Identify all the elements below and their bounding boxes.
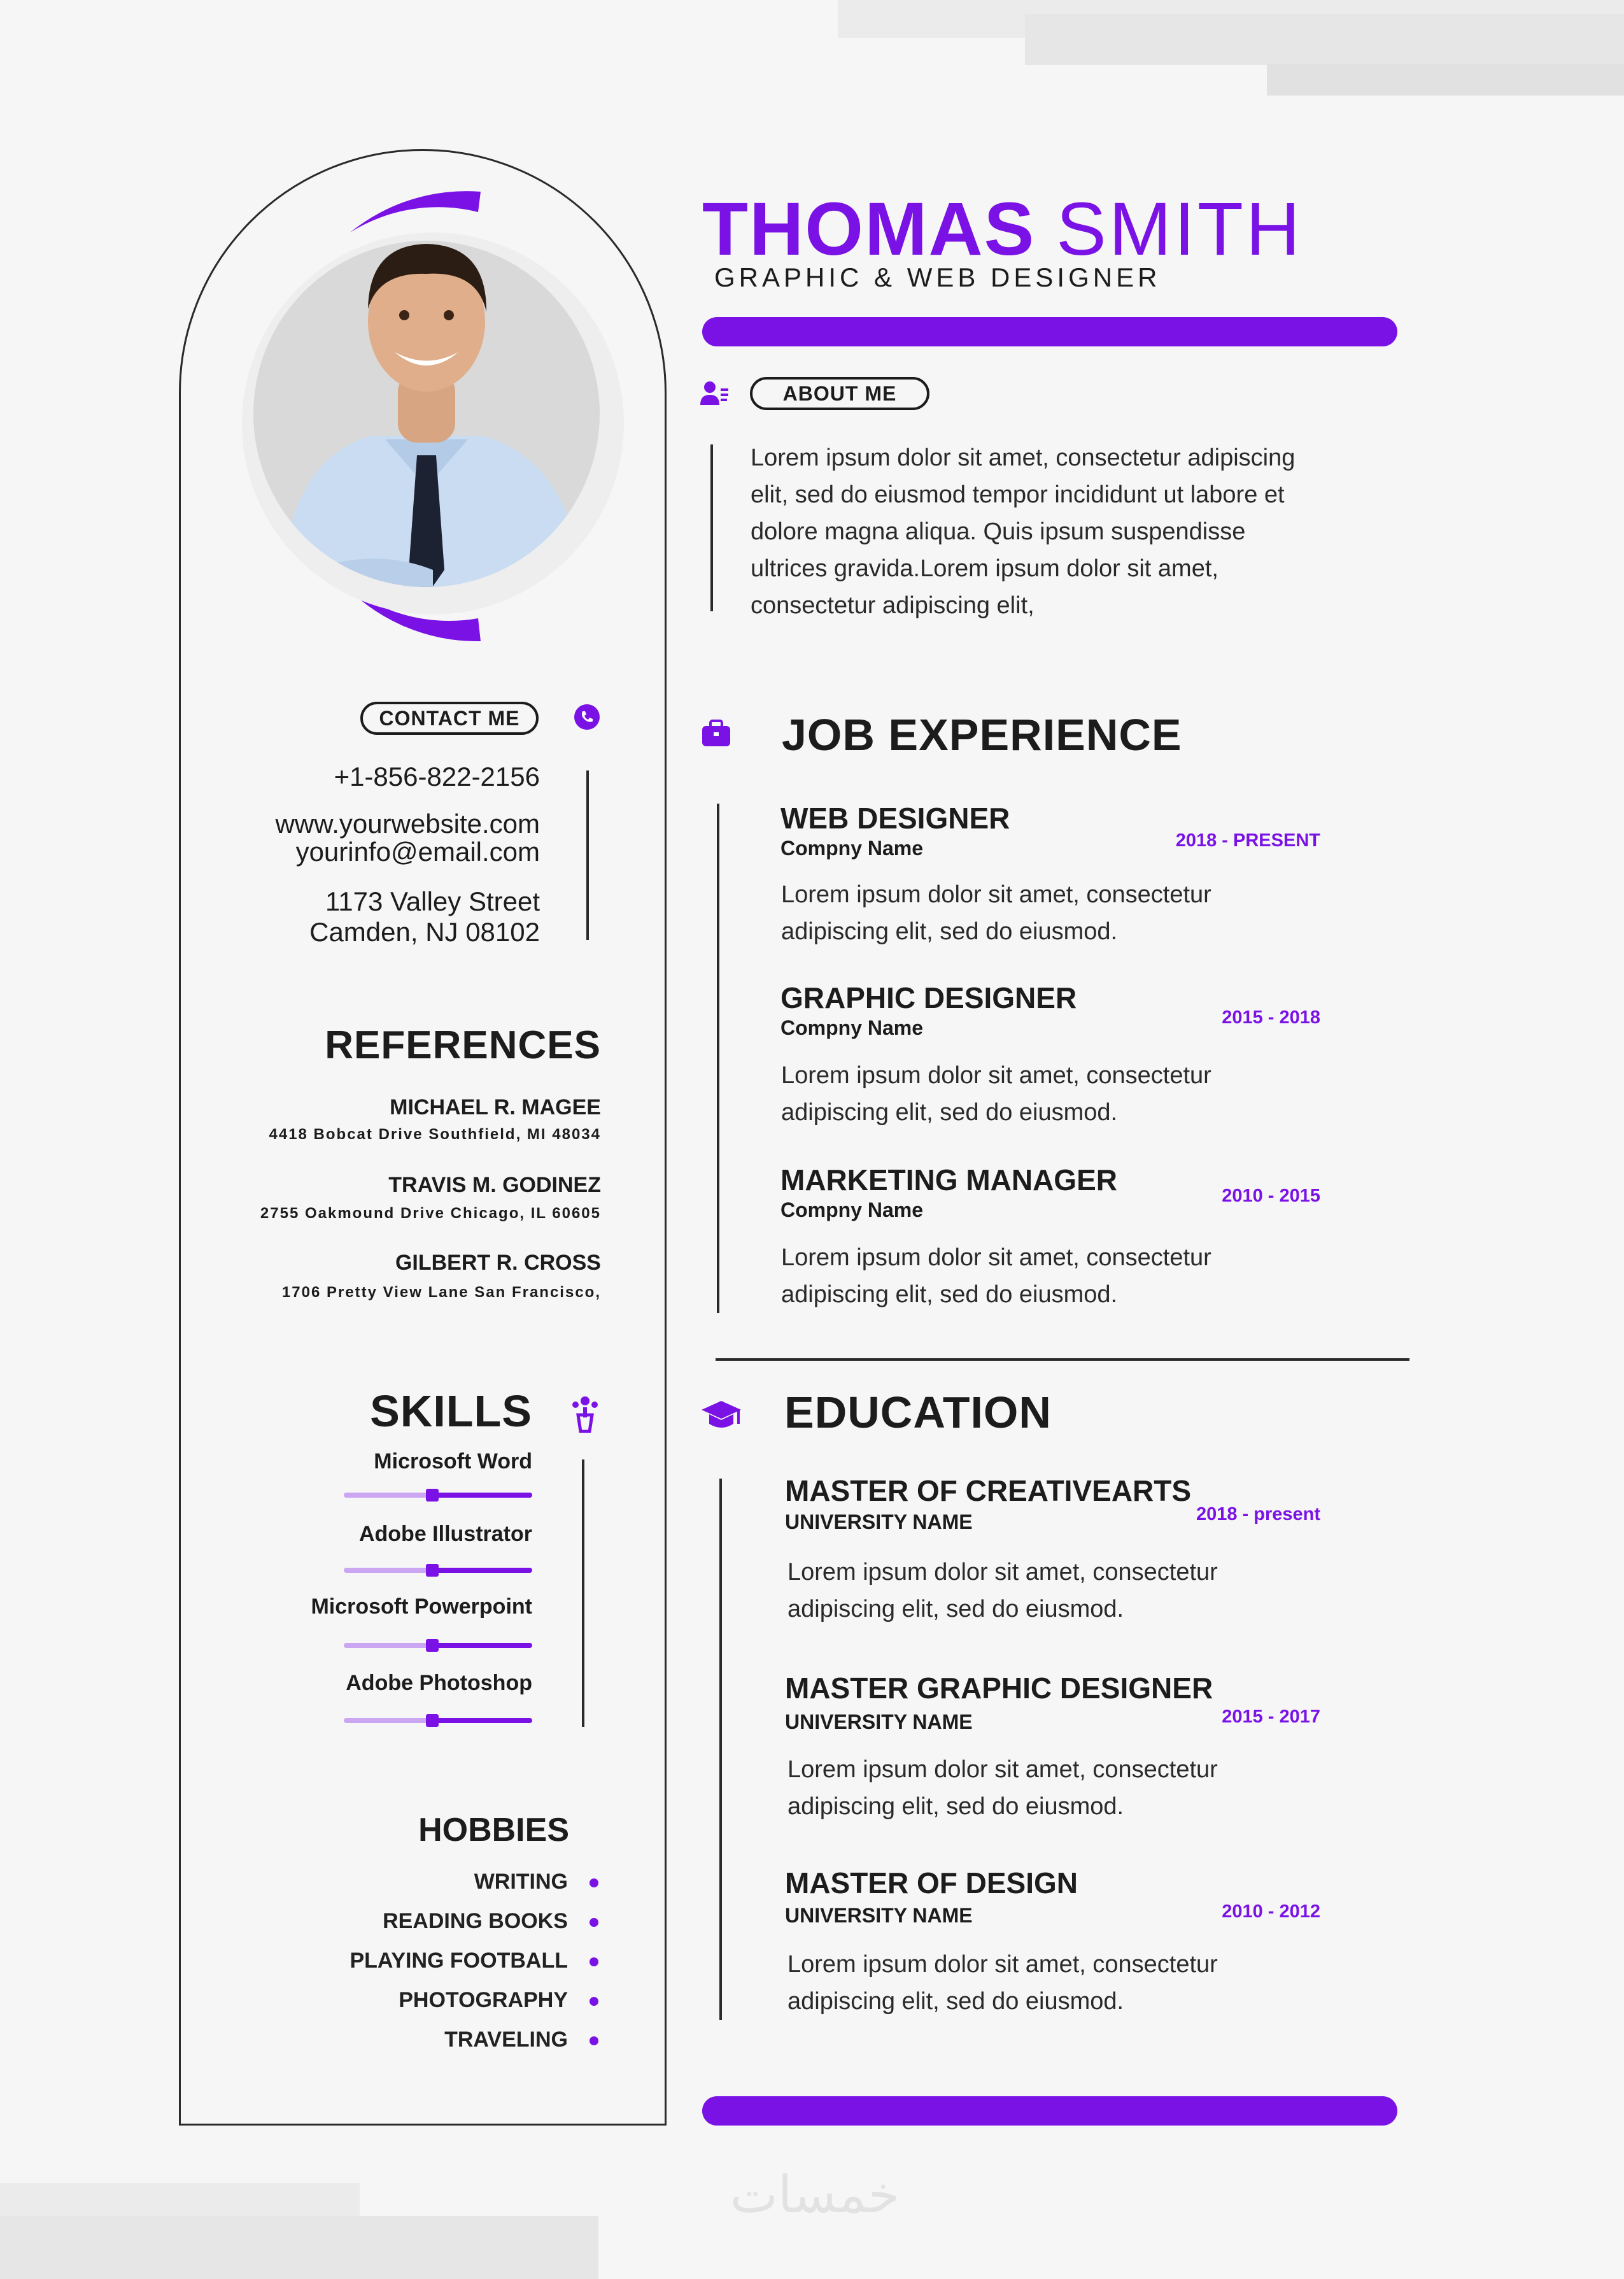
person-icon [700, 381, 730, 406]
skill-bar-handle [426, 1564, 439, 1577]
hobby-item: PLAYING FOOTBALL [350, 1949, 568, 1973]
job-title: GRAPHIC DESIGNER [780, 981, 1077, 1014]
hobbies-heading: HOBBIES [418, 1812, 569, 1849]
reference-name: GILBERT R. CROSS [395, 1251, 601, 1275]
degree-title: MASTER GRAPHIC DESIGNER [785, 1672, 1213, 1705]
name-heading [702, 185, 1303, 274]
skills-heading: SKILLS [370, 1386, 532, 1436]
company-name: Compny Name [780, 837, 924, 860]
skill-bar-photoshop [344, 1714, 532, 1727]
degree-title: MASTER OF DESIGN [785, 1866, 1078, 1899]
job-date: 2010 - 2015 [1222, 1186, 1320, 1206]
skill-name: Adobe Photoshop [346, 1671, 532, 1695]
description-line: Lorem ipsum dolor sit amet, consectetur [781, 1062, 1211, 1089]
description-line: adipiscing elit, sed do eiusmod. [787, 1793, 1124, 1820]
skill-bar-word [344, 1489, 532, 1502]
description-line: Lorem ipsum dolor sit amet, consectetur [787, 1756, 1218, 1783]
about-line: elit, sed do eiusmod tempor incididunt ut labore et [751, 481, 1285, 508]
reference-name: TRAVIS M. GODINEZ [388, 1173, 601, 1197]
skill-bar-handle [426, 1639, 439, 1652]
watermark-logo: خمسات [730, 2166, 900, 2223]
job-date: 2018 - PRESENT [1175, 830, 1320, 851]
description-line: adipiscing elit, sed do eiusmod. [781, 1281, 1118, 1308]
contact-address-line-1: 1173 Valley Street [325, 886, 540, 916]
university-name: UNIVERSITY NAME [785, 1710, 973, 1733]
job-experience-heading: JOB EXPERIENCE [782, 710, 1182, 760]
education-timeline [719, 1479, 722, 2020]
contact-divider [586, 770, 589, 940]
education-description [787, 1554, 1360, 1628]
description-line: adipiscing elit, sed do eiusmod. [787, 1596, 1124, 1622]
skill-bar-fill [432, 1718, 532, 1723]
about-line: dolore magna aliqua. Quis ipsum suspendisse [751, 518, 1246, 545]
contact-phone: +1-856-822-2156 [334, 762, 540, 792]
company-name: Compny Name [780, 1198, 924, 1221]
skill-name: Adobe Illustrator [358, 1522, 532, 1546]
briefcase-icon [702, 720, 731, 748]
about-me-label: ABOUT ME [750, 377, 929, 410]
section-divider [716, 1358, 1409, 1361]
university-name: UNIVERSITY NAME [785, 1904, 973, 1927]
contact-address-line-2: Camden, NJ 08102 [309, 917, 540, 947]
description-line: adipiscing elit, sed do eiusmod. [781, 918, 1118, 945]
about-line: Lorem ipsum dolor sit amet, consectetur adipiscing [751, 444, 1296, 471]
hobby-bullet [590, 1918, 598, 1927]
skill-bar-fill [432, 1493, 532, 1498]
reference-name: MICHAEL R. MAGEE [390, 1095, 601, 1119]
description-line: Lorem ipsum dolor sit amet, consectetur [781, 881, 1211, 908]
skill-bar-handle [426, 1714, 439, 1727]
contact-me-label: CONTACT ME [360, 702, 539, 735]
about-divider [710, 444, 713, 611]
job-description [781, 876, 1354, 950]
description-line: Lorem ipsum dolor sit amet, consectetur [787, 1559, 1218, 1586]
skill-name: Microsoft Word [374, 1449, 532, 1473]
references-heading: REFERENCES [325, 1023, 601, 1067]
hobby-item: WRITING [474, 1870, 568, 1894]
education-description [787, 1946, 1360, 2020]
hobby-item: READING BOOKS [383, 1909, 568, 1933]
contact-email: yourinfo@email.com [295, 837, 540, 867]
description-line: adipiscing elit, sed do eiusmod. [787, 1988, 1124, 2015]
skill-bar-illustrator [344, 1564, 532, 1577]
skills-divider [582, 1459, 584, 1727]
about-line: ultrices gravida.Lorem ipsum dolor sit amet, [751, 555, 1218, 582]
skills-icon [570, 1395, 600, 1433]
hobby-item: PHOTOGRAPHY [399, 1988, 568, 2012]
education-description [787, 1751, 1360, 1825]
phone-icon [574, 704, 600, 730]
header-accent-bar [702, 317, 1397, 346]
first-name: THOMAS [702, 187, 1036, 271]
description-line: Lorem ipsum dolor sit amet, consectetur [781, 1244, 1211, 1271]
job-date: 2015 - 2018 [1222, 1007, 1320, 1028]
education-heading: EDUCATION [784, 1388, 1052, 1437]
education-date: 2018 - present [1196, 1504, 1320, 1524]
university-name: UNIVERSITY NAME [785, 1510, 973, 1533]
profile-photo [242, 188, 637, 659]
description-line: adipiscing elit, sed do eiusmod. [781, 1099, 1118, 1126]
skill-bar-fill [432, 1568, 532, 1573]
company-name: Compny Name [780, 1016, 924, 1039]
description-line: Lorem ipsum dolor sit amet, consectetur [787, 1951, 1218, 1978]
education-date: 2010 - 2012 [1222, 1901, 1320, 1922]
skill-name: Microsoft Powerpoint [311, 1594, 532, 1619]
contact-website: www.yourwebsite.com [275, 809, 540, 839]
hobby-item: TRAVELING [444, 2027, 568, 2052]
job-title-heading: GRAPHIC & WEB DESIGNER [714, 262, 1161, 292]
job-description [781, 1239, 1354, 1313]
hobby-bullet [590, 2036, 598, 2045]
reference-address: 2755 Oakmound Drive Chicago, IL 60605 [260, 1205, 601, 1222]
about-text [751, 439, 1374, 624]
experience-timeline [717, 804, 719, 1313]
footer-accent-bar [702, 2096, 1397, 2126]
last-name: SMITH [1056, 187, 1303, 271]
hobby-bullet [590, 1878, 598, 1887]
job-title: WEB DESIGNER [780, 802, 1010, 835]
skill-bar-powerpoint [344, 1639, 532, 1652]
skill-bar-fill [432, 1643, 532, 1648]
hobby-bullet [590, 1997, 598, 2006]
skill-bar-handle [426, 1489, 439, 1502]
job-description [781, 1057, 1354, 1131]
job-title: MARKETING MANAGER [780, 1163, 1117, 1196]
decor-block-top-3 [1267, 64, 1624, 96]
graduation-cap-icon [700, 1398, 742, 1434]
reference-address: 1706 Pretty View Lane San Francisco, [281, 1284, 601, 1301]
reference-address: 4418 Bobcat Drive Southfield, MI 48034 [269, 1126, 601, 1143]
hobby-bullet [590, 1957, 598, 1966]
about-line: consectetur adipiscing elit, [751, 592, 1034, 619]
decor-block-bottom-2 [0, 2216, 598, 2279]
degree-title: MASTER OF CREATIVEARTS [785, 1474, 1192, 1507]
education-date: 2015 - 2017 [1222, 1707, 1320, 1727]
decor-block-top-2 [1025, 14, 1624, 65]
